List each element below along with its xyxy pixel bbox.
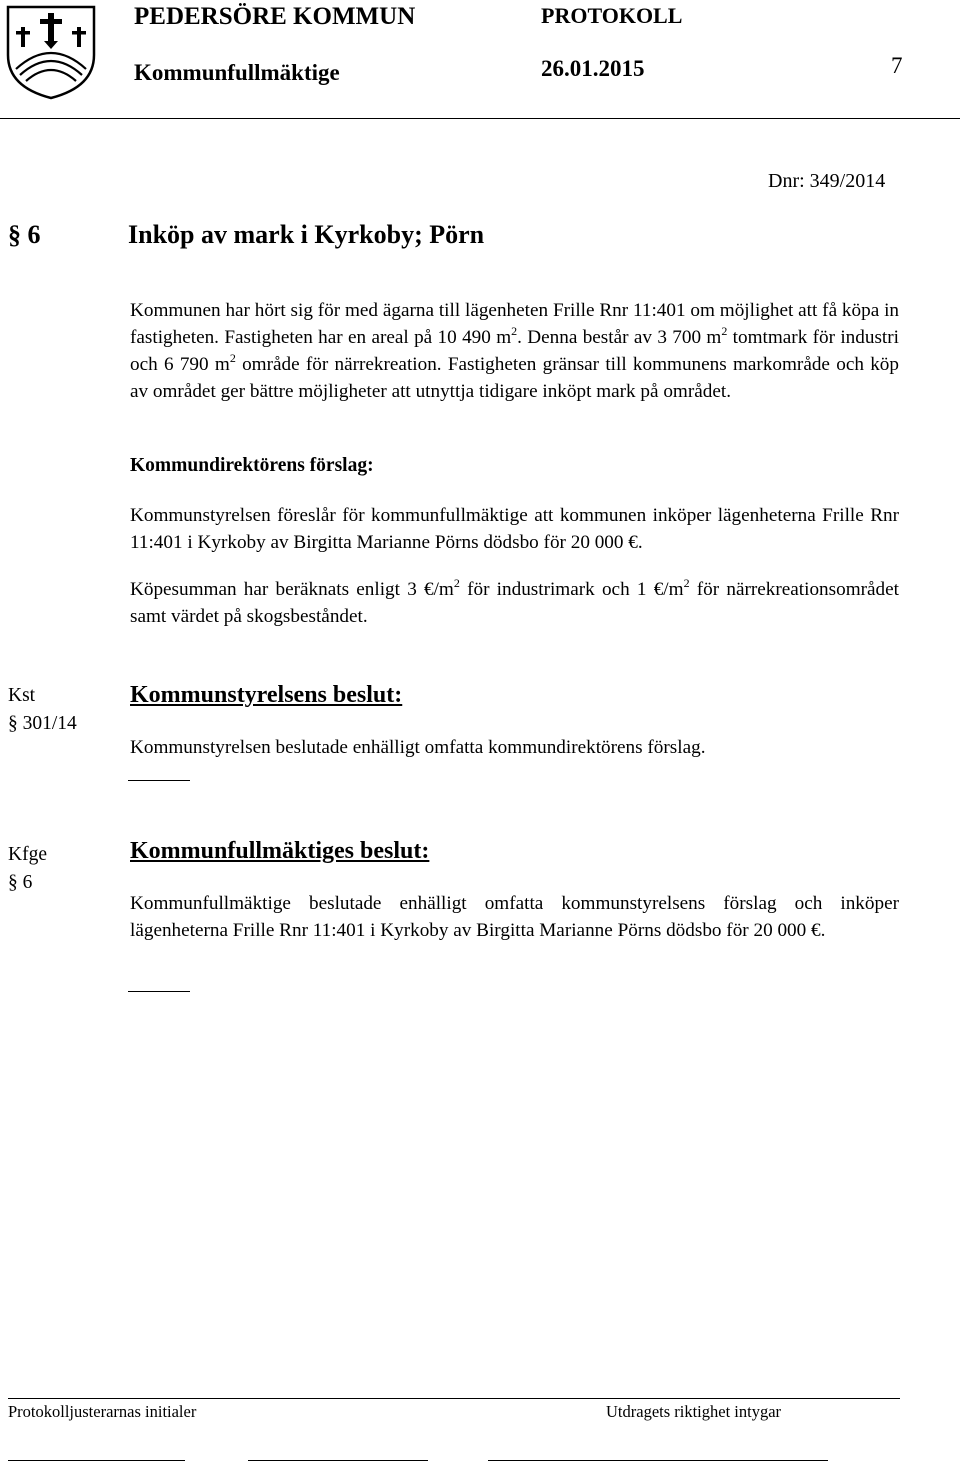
coat-of-arms-icon xyxy=(4,3,98,101)
signature-line xyxy=(248,1460,428,1461)
council-reference: Kfge § 6 xyxy=(8,844,47,893)
footer-divider xyxy=(8,1398,900,1399)
section-title-text: Inköp av mark i Kyrkoby; Pörn xyxy=(128,220,485,249)
council-decision-heading: Kommunfullmäktiges beslut: xyxy=(130,838,430,864)
board-reference: Kst § 301/14 xyxy=(8,685,77,734)
section-number: § 6 xyxy=(8,220,41,249)
board-decision-text: Kommunstyrelsen beslutade enhälligt omfatta kommundirektörens förslag. xyxy=(130,737,706,758)
governing-body: Kommunfullmäktige xyxy=(134,60,340,85)
council-decision-text: Kommunfullmäktige beslutade enhälligt omfatta kommunstyrelsens förslag och inköper lägenheterna Frille Rnr 11:401 i Kyrkoby av Birgitta Marianne Pörns dödsbo för 20 000 €. xyxy=(130,893,899,941)
document-type: PROTOKOLL xyxy=(541,3,683,28)
header-divider xyxy=(0,118,960,119)
separator-line xyxy=(128,780,190,781)
proposal-paragraph: Kommunstyrelsen föreslår för kommunfullmäktige att kommunen inköper lägenheterna Frille Rnr 11:401 i Kyrkoby av Birgitta Marianne Pörns dödsbo för 20 000 €. xyxy=(130,505,899,553)
initials-label: Protokolljusterarnas initialer xyxy=(8,1402,197,1421)
case-number: Dnr: 349/2014 xyxy=(768,170,886,192)
signature-line xyxy=(8,1460,185,1461)
intro-paragraph: Kommunen har hört sig för med ägarna till lägenheten Frille Rnr 11:401 om möjlighet att få köpa in fastigheten. Fastigheten har en areal på 10 490 $m^2$. Denna består av 3 700 $m^2$ tomtmark för industri och 6 790 $m^2$ område för närrekreation. Fastigheten gränsar till kommunens markområde och köp av området ger bättre möjligheter att utnyttja tidigare inköpt mark på området. xyxy=(130,300,899,402)
page-number: 7 xyxy=(891,53,903,78)
price-paragraph: Köpesumman har beräknats enligt 3 $€/m^2$ för industrimark och 1 $€/m^2$ för närrekreationsområdet samt värdet på skogsbeståndet. xyxy=(130,575,899,627)
organization-name: PEDERSÖRE KOMMUN xyxy=(134,3,416,30)
separator-line xyxy=(128,991,190,992)
proposal-heading: Kommundirektörens förslag: xyxy=(130,455,374,476)
board-decision-heading: Kommunstyrelsens beslut: xyxy=(130,682,403,708)
attestation-label: Utdragets riktighet intygar xyxy=(606,1402,782,1421)
signature-line xyxy=(488,1460,828,1461)
section-title xyxy=(8,220,484,250)
meeting-date: 26.01.2015 xyxy=(541,56,645,81)
